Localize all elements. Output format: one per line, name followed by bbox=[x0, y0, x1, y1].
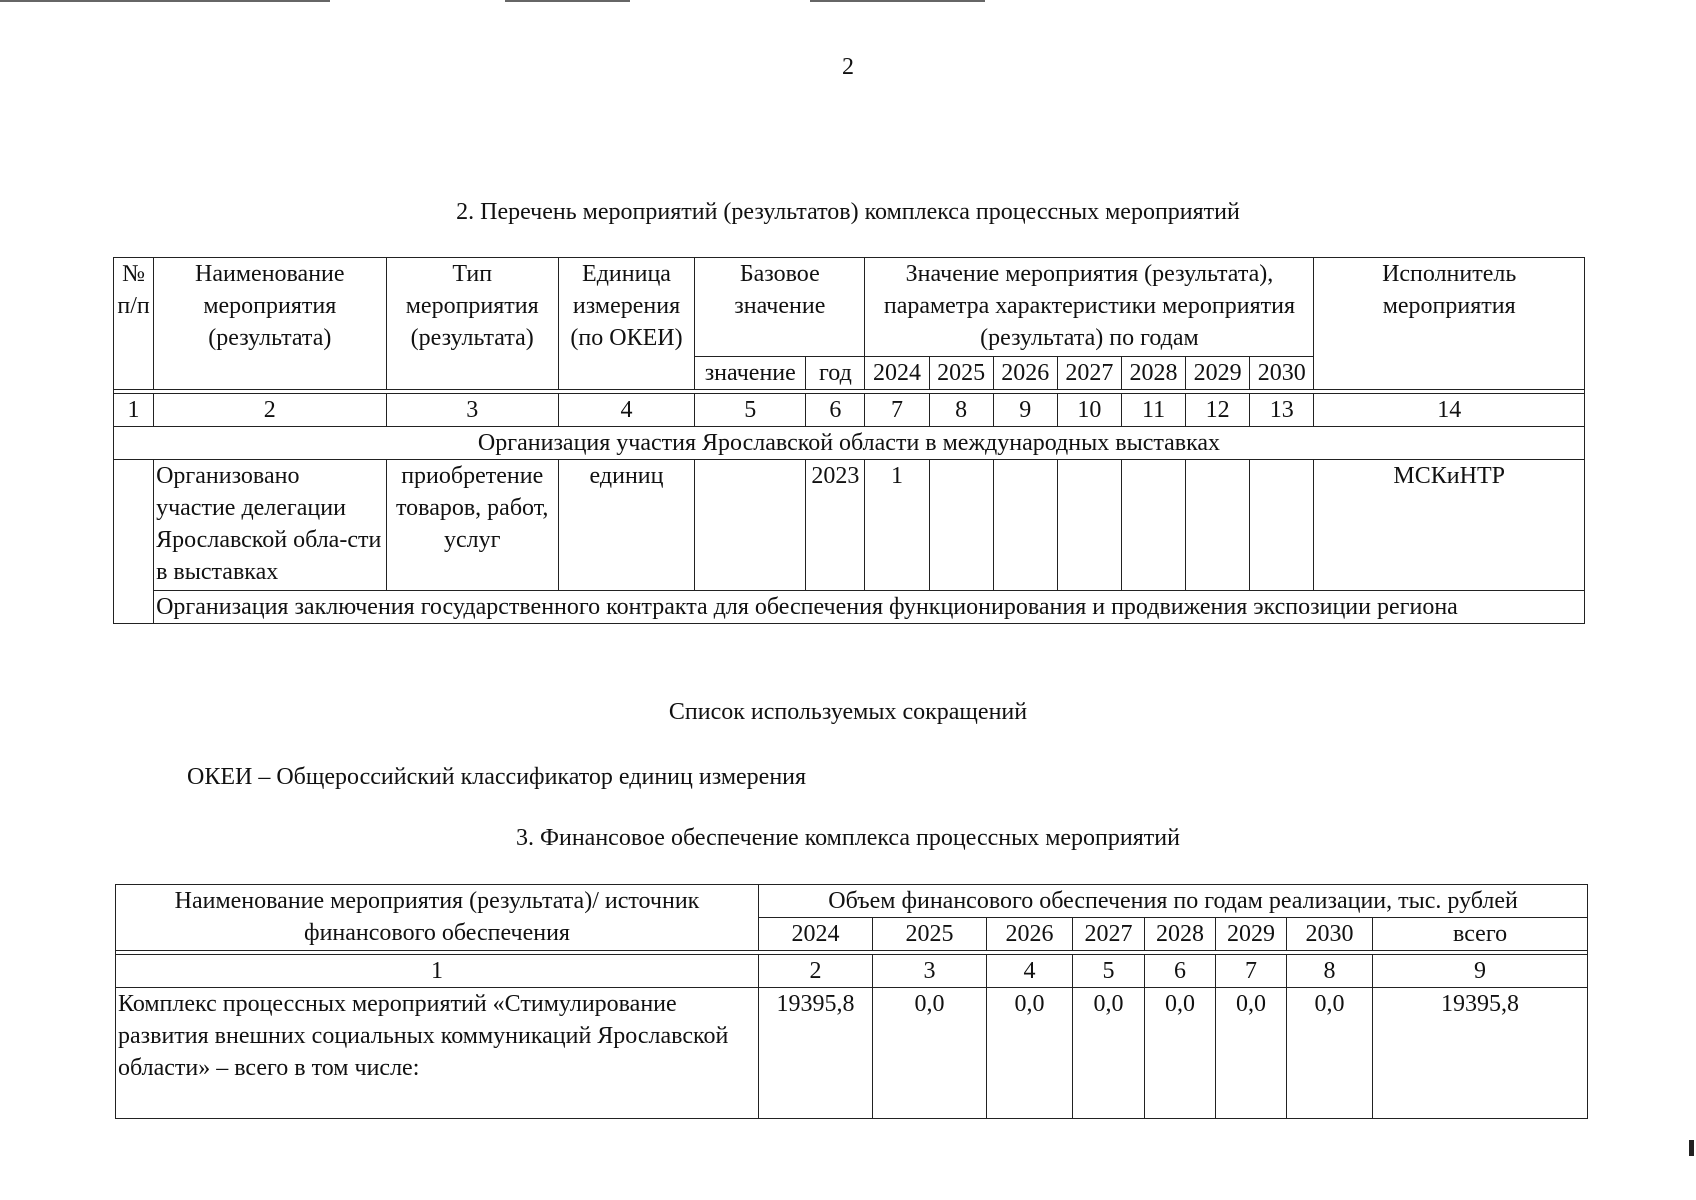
financing-table bbox=[115, 884, 1588, 1119]
financing-total: 19395,8 bbox=[1373, 988, 1588, 1119]
measure-year-value: 1 bbox=[865, 460, 929, 591]
header-year: 2025 bbox=[929, 357, 993, 390]
header-year: 2024 bbox=[759, 918, 873, 951]
financing-row-name: Комплекс процессных мероприятий «Стимулирование развития внешних социальных коммуникаций Ярославской области» – всего в том числе: bbox=[116, 988, 759, 1119]
header-unit: Единица измерения (по ОКЕИ) bbox=[558, 258, 694, 390]
header-year: 2028 bbox=[1121, 357, 1185, 390]
header-year: 2027 bbox=[1073, 918, 1145, 951]
measures-table bbox=[113, 257, 1585, 624]
financing-value: 0,0 bbox=[873, 988, 987, 1119]
column-number: 1 bbox=[114, 394, 154, 427]
page-number: 2 bbox=[842, 54, 854, 80]
abbreviations-title: Список используемых сокращений bbox=[668, 699, 1028, 725]
measure-year-value bbox=[929, 460, 993, 591]
header-measure-type: Тип мероприятия (результата) bbox=[386, 258, 558, 390]
column-number: 5 bbox=[695, 394, 806, 427]
column-number: 5 bbox=[1073, 955, 1145, 988]
column-number: 7 bbox=[865, 394, 929, 427]
header-year: 2029 bbox=[1186, 357, 1250, 390]
column-number: 2 bbox=[154, 394, 386, 427]
column-number: 14 bbox=[1314, 394, 1585, 427]
measure-year-value bbox=[1250, 460, 1314, 591]
financing-value: 0,0 bbox=[1145, 988, 1216, 1119]
header-year: 2026 bbox=[993, 357, 1057, 390]
measure-unit: единиц bbox=[558, 460, 694, 591]
financing-value: 19395,8 bbox=[759, 988, 873, 1119]
header-executor: Исполнитель мероприятия bbox=[1314, 258, 1585, 390]
measure-type: приобретение товаров, работ, услуг bbox=[386, 460, 558, 591]
column-number: 11 bbox=[1121, 394, 1185, 427]
section2-title: 2. Перечень мероприятий (результатов) комплекса процессных мероприятий bbox=[456, 199, 1240, 225]
abbreviation-item: ОКЕИ – Общероссийский классификатор единиц измерения bbox=[187, 764, 807, 790]
financing-value: 0,0 bbox=[1216, 988, 1287, 1119]
column-number: 4 bbox=[558, 394, 694, 427]
header-measure-name: Наименование мероприятия (результата) bbox=[154, 258, 386, 390]
header-base-value: Базовое значение bbox=[695, 258, 865, 357]
group-title: Организация участия Ярославской области в международных выставках bbox=[114, 427, 1585, 460]
column-number: 8 bbox=[929, 394, 993, 427]
header-financing-name: Наименование мероприятия (результата)/ источник финансового обеспечения bbox=[116, 885, 759, 951]
measure-year-value bbox=[1186, 460, 1250, 591]
column-number: 3 bbox=[386, 394, 558, 427]
measure-year-value bbox=[1057, 460, 1121, 591]
column-number: 7 bbox=[1216, 955, 1287, 988]
column-number: 4 bbox=[987, 955, 1073, 988]
measure-note: Организация заключения государственного контракта для обеспечения функционирования и продвижения экспозиции региона bbox=[154, 591, 1585, 624]
financing-value: 0,0 bbox=[1073, 988, 1145, 1119]
header-year: 2030 bbox=[1250, 357, 1314, 390]
header-values-by-year: Значение мероприятия (результата), параметра характеристики мероприятия (результата) по годам bbox=[865, 258, 1314, 357]
column-number: 12 bbox=[1186, 394, 1250, 427]
financing-value: 0,0 bbox=[987, 988, 1073, 1119]
financing-value: 0,0 bbox=[1287, 988, 1373, 1119]
measure-executor: МСКиНТР bbox=[1314, 460, 1585, 591]
column-number: 10 bbox=[1057, 394, 1121, 427]
header-year: 2024 bbox=[865, 357, 929, 390]
header-number: № п/п bbox=[114, 258, 154, 390]
section3-title: 3. Финансовое обеспечение комплекса процессных мероприятий bbox=[516, 825, 1180, 851]
column-number: 6 bbox=[1145, 955, 1216, 988]
measure-name: Организовано участие делегации Ярославской обла-сти в выставках bbox=[154, 460, 386, 591]
column-number: 13 bbox=[1250, 394, 1314, 427]
column-number: 3 bbox=[873, 955, 987, 988]
measure-year-value bbox=[1121, 460, 1185, 591]
column-number: 9 bbox=[1373, 955, 1588, 988]
column-number: 1 bbox=[116, 955, 759, 988]
header-base-value-value: значение bbox=[695, 357, 806, 390]
column-number: 9 bbox=[993, 394, 1057, 427]
measure-base-year: 2023 bbox=[806, 460, 865, 591]
header-base-value-year: год bbox=[806, 357, 865, 390]
header-total: всего bbox=[1373, 918, 1588, 951]
header-year: 2026 bbox=[987, 918, 1073, 951]
row-number-cell bbox=[114, 460, 154, 624]
header-year: 2028 bbox=[1145, 918, 1216, 951]
measure-year-value bbox=[993, 460, 1057, 591]
measure-base-value bbox=[695, 460, 806, 591]
header-year: 2025 bbox=[873, 918, 987, 951]
header-year: 2030 bbox=[1287, 918, 1373, 951]
header-year: 2027 bbox=[1057, 357, 1121, 390]
column-number: 6 bbox=[806, 394, 865, 427]
header-year: 2029 bbox=[1216, 918, 1287, 951]
header-financing-volume: Объем финансового обеспечения по годам реализации, тыс. рублей bbox=[759, 885, 1588, 918]
column-number: 2 bbox=[759, 955, 873, 988]
column-number: 8 bbox=[1287, 955, 1373, 988]
